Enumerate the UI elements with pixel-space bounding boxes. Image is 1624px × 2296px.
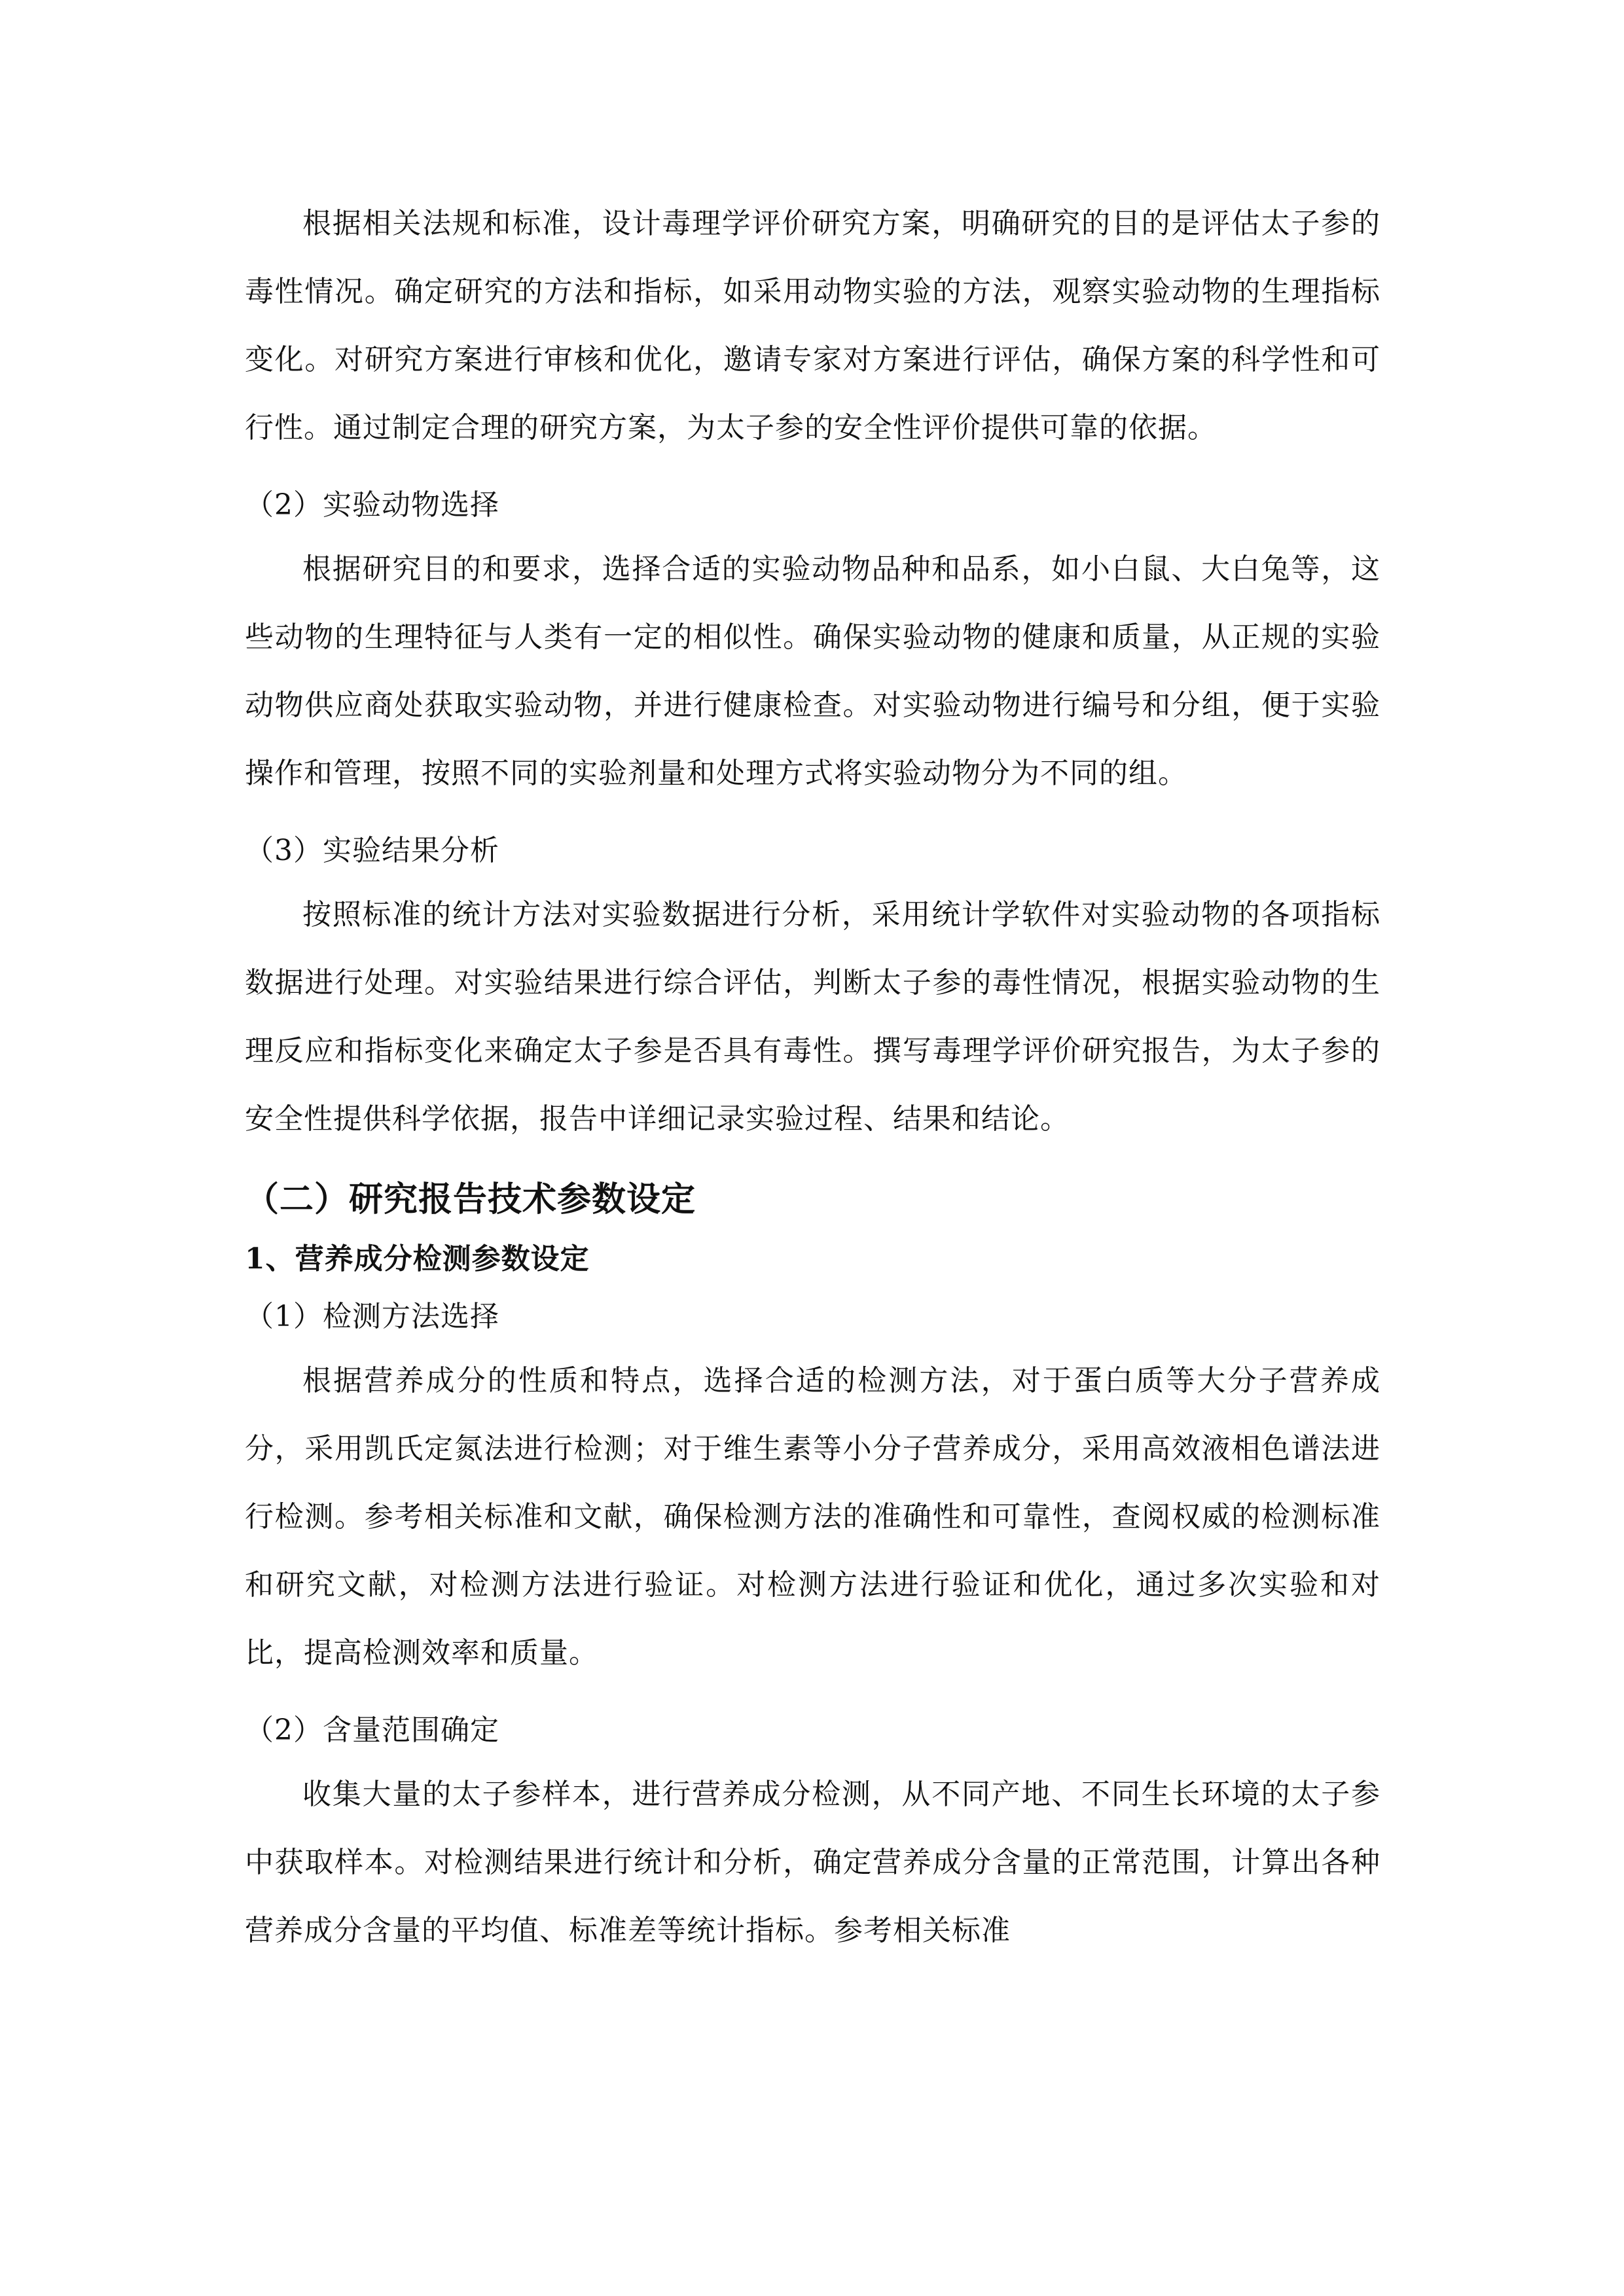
paragraph-result-analysis: 按照标准的统计方法对实验数据进行分析，采用统计学软件对实验动物的各项指标数据进行处理。对实验结果进行综合评估，判断太子参的毒性情况，根据实验动物的生理反应和指标变化来确定太子参是否具有毒性。撰写毒理学评价研究报告，为太子参的安全性提供科学依据，报告中详细记录实验过程、结果和结论。 xyxy=(245,898,1380,1136)
paragraph-animal-selection: 根据研究目的和要求，选择合适的实验动物品种和品系，如小白鼠、大白兔等，这些动物的生理特征与人类有一定的相似性。确保实验动物的健康和质量，从正规的实验动物供应商处获取实验动物，并进行健康检查。对实验动物进行编号和分组，便于实验操作和管理，按照不同的实验剂量和处理方式将实验动物分为不同的组。 xyxy=(245,552,1380,790)
paragraph-content-range: 收集大量的太子参样本，进行营养成分检测，从不同产地、不同生长环境的太子参中获取样本。对检测结果进行统计和分析，确定营养成分含量的正常范围，计算出各种营养成分含量的平均值、标准差等统计指标。参考相关标准 xyxy=(245,1778,1380,1947)
page-content xyxy=(245,190,1380,1965)
paragraph-detection-method: 根据营养成分的性质和特点，选择合适的检测方法，对于蛋白质等大分子营养成分，采用凯氏定氮法进行检测；对于维生素等小分子营养成分，采用高效液相色谱法进行检测。参考相关标准和文献，确保检测方法的准确性和可靠性，查阅权威的检测标准和研究文献，对检测方法进行验证。对检测方法进行验证和优化，通过多次实验和对比，提高检测效率和质量。 xyxy=(245,1364,1380,1670)
subheading-detection-method: （1）检测方法选择 xyxy=(245,1300,499,1333)
paragraph-toxicology-plan: 根据相关法规和标准，设计毒理学评价研究方案，明确研究的目的是评估太子参的毒性情况。确定研究的方法和指标，如采用动物实验的方法，观察实验动物的生理指标变化。对研究方案进行审核和优化，邀请专家对方案进行评估，确保方案的科学性和可行性。通过制定合理的研究方案，为太子参的安全性评价提供可靠的依据。 xyxy=(245,207,1380,444)
subheading-animal-selection: （2）实验动物选择 xyxy=(245,488,499,522)
subheading-result-analysis: （3）实验结果分析 xyxy=(245,834,499,867)
item-heading-nutrient-detection: 1、营养成分检测参数设定 xyxy=(245,1242,590,1276)
section-heading-technical-parameters: （二）研究报告技术参数设定 xyxy=(245,1179,696,1219)
subheading-content-range: （2）含量范围确定 xyxy=(245,1713,499,1747)
